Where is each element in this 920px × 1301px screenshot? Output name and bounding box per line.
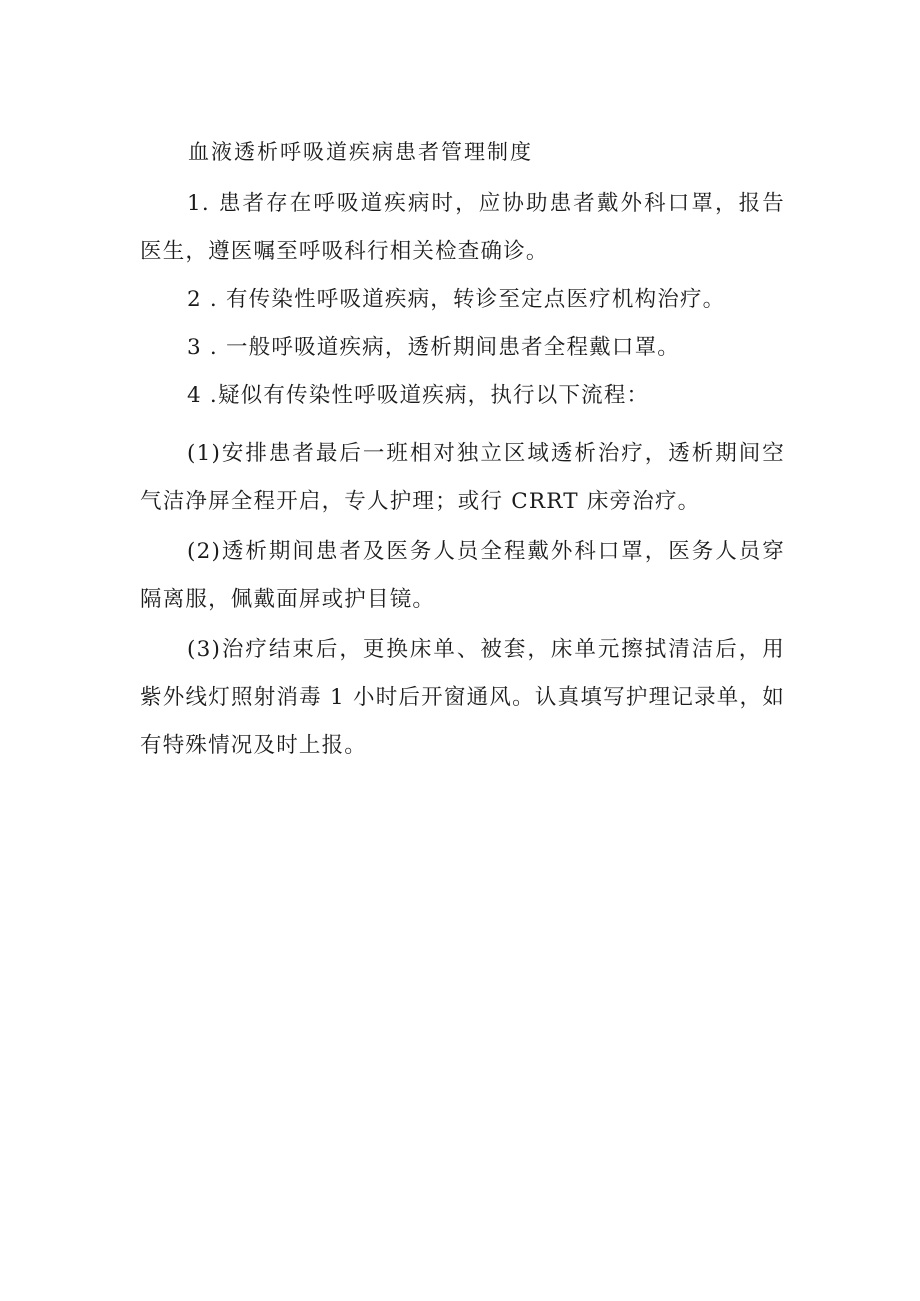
paragraph-subitem-2: (2)透析期间患者及医务人员全程戴外科口罩，医务人员穿隔离服，佩戴面屏或护目镜。 bbox=[140, 539, 785, 612]
paragraph-item-2: 2 . 有传染性呼吸道疾病，转诊至定点医疗机构治疗。 bbox=[187, 287, 726, 312]
paragraph-subitem-1: (1)安排患者最后一班相对独立区域透析治疗，透析期间空气洁净屏全程开启，专人护理；或行 CRRT 床旁治疗。 bbox=[140, 441, 785, 514]
document-body bbox=[140, 128, 785, 770]
section-spacer bbox=[140, 420, 785, 428]
document-title: 血液透析呼吸道疾病患者管理制度 bbox=[188, 140, 533, 164]
paragraph-item-3: 3 . 一般呼吸道疾病，透析期间患者全程戴口罩。 bbox=[187, 335, 680, 360]
paragraph-item-1: 1. 患者存在呼吸道疾病时，应协助患者戴外科口罩，报告医生，遵医嘱至呼吸科行相关检查确诊。 bbox=[140, 191, 785, 264]
paragraph-item-4: 4 .疑似有传染性呼吸道疾病，执行以下流程： bbox=[187, 383, 650, 408]
paragraph-subitem-3: (3)治疗结束后，更换床单、被套，床单元擦拭清洁后，用紫外线灯照射消毒 1 小时后开窗通风。认真填写护理记录单，如有特殊情况及时上报。 bbox=[140, 637, 785, 758]
